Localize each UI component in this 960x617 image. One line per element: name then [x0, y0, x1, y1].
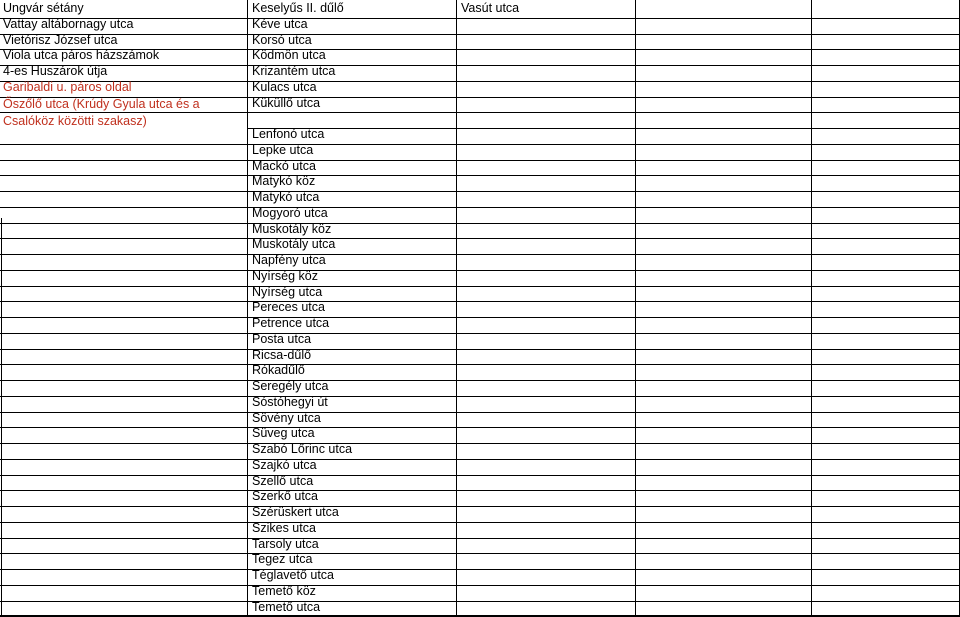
cell-b-18[interactable]: Nyírség köz: [252, 268, 318, 283]
cell-b-7[interactable]: Küküllő utca: [252, 95, 321, 110]
grid-row-line: [0, 601, 960, 602]
cell-b-5[interactable]: Krizantém utca: [252, 64, 336, 78]
cell-b-21[interactable]: Petrence utca: [252, 316, 330, 330]
cell-b-37[interactable]: Téglavető utca: [252, 568, 334, 582]
cell-b-15[interactable]: Muskotály köz: [252, 221, 332, 236]
grid-row-line: [0, 380, 960, 381]
grid-row-line: [0, 615, 960, 616]
cell-b-23[interactable]: Ricsa-dűlő: [252, 347, 312, 362]
cell-a-7[interactable]: Őszőlő utca (Krúdy Gyula utca és a Csalóköz közötti szakasz): [3, 96, 200, 128]
grid-row-line: [0, 569, 960, 570]
grid-row-line: [0, 160, 960, 161]
grid-row-line: [0, 238, 960, 239]
grid-row-line: [0, 301, 960, 302]
cell-b-26[interactable]: Sóstóhegyi út: [252, 394, 328, 409]
grid-row-line: [0, 175, 960, 176]
grid-row-line: [0, 459, 960, 460]
cell-b-14[interactable]: Mogyoró utca: [252, 205, 328, 220]
grid-row-line: [0, 427, 960, 428]
grid-row-line: [0, 506, 960, 507]
cell-b-4[interactable]: Ködmön utca: [252, 48, 326, 63]
cell-b-16[interactable]: Muskotály utca: [252, 237, 336, 252]
cell-c-1[interactable]: Vasút utca: [461, 1, 520, 15]
cell-b-12[interactable]: Matykó köz: [252, 174, 316, 189]
cell-b-2[interactable]: Kéve utca: [252, 16, 308, 31]
cell-b-20[interactable]: Pereces utca: [252, 300, 325, 315]
grid-row-line: [0, 364, 960, 365]
cell-b-33[interactable]: Szérüskert utca: [252, 505, 339, 519]
cell-b-25[interactable]: Seregély utca: [252, 379, 329, 393]
cell-b-30[interactable]: Szajkó utca: [252, 457, 317, 472]
cell-b-24[interactable]: Rókadűlő: [252, 363, 305, 378]
cell-b-6[interactable]: Kulacs utca: [252, 79, 317, 94]
grid-row-line: [0, 223, 960, 224]
cell-b-38[interactable]: Temető köz: [252, 583, 316, 598]
cell-a-2[interactable]: Vattay altábornagy utca: [3, 16, 134, 31]
grid-row-line: [0, 396, 960, 397]
grid-row-line: [0, 475, 960, 476]
grid-row-line: [0, 191, 960, 192]
grid-row-line: [0, 522, 960, 523]
cell-b-29[interactable]: Szabó Lőrinc utca: [252, 442, 353, 456]
grid-row-line: [0, 144, 960, 145]
cell-b-28[interactable]: Süveg utca: [252, 426, 315, 441]
grid-row-line: [0, 333, 960, 334]
grid-col-line: [635, 0, 636, 617]
grid-row-line: [0, 538, 960, 539]
grid-row-line: [0, 553, 960, 554]
cell-b-36[interactable]: Tegez utca: [252, 552, 313, 567]
cell-b-3[interactable]: Korsó utca: [252, 32, 312, 47]
cell-b-22[interactable]: Posta utca: [252, 331, 312, 346]
grid-row-line: [0, 254, 960, 255]
cell-b-39[interactable]: Temető utca: [252, 599, 321, 614]
grid-row-line: [0, 412, 960, 413]
cell-b-35[interactable]: Tarsoly utca: [252, 536, 319, 551]
cell-a-4[interactable]: Viola utca páros házszámok: [3, 48, 160, 63]
grid-row-line: [0, 317, 960, 318]
grid-row-line: [0, 286, 960, 287]
cell-b-13[interactable]: Matykó utca: [252, 190, 320, 204]
grid-col-line: [1, 218, 2, 617]
cell-a-5[interactable]: 4-es Huszárok útja: [3, 64, 108, 78]
cell-a-3[interactable]: Vietórisz József utca: [3, 32, 118, 47]
grid-col-line: [811, 0, 812, 617]
cell-b-27[interactable]: Sövény utca: [252, 410, 321, 425]
grid-row-line: [0, 207, 960, 208]
cell-b-34[interactable]: Szikes utca: [252, 520, 316, 535]
cell-b-1[interactable]: Keselyűs II. dűlő: [252, 1, 344, 15]
cell-b-19[interactable]: Nyírség utca: [252, 284, 323, 299]
cell-a-1[interactable]: Ungvár sétány: [3, 1, 84, 15]
grid-row-line: [0, 443, 960, 444]
cell-b-31[interactable]: Szellő utca: [252, 473, 314, 488]
cell-b-9[interactable]: Lenfonó utca: [252, 127, 325, 141]
grid-row-line: [0, 349, 960, 350]
cell-b-11[interactable]: Mackó utca: [252, 158, 316, 173]
cell-b-17[interactable]: Napfény utca: [252, 253, 326, 267]
cell-a-6[interactable]: Garibaldi u. páros oldal: [3, 79, 132, 94]
grid-row-line: [0, 490, 960, 491]
cell-b-32[interactable]: Szerkő utca: [252, 489, 319, 504]
grid-row-line: [0, 270, 960, 271]
grid-row-line: [0, 585, 960, 586]
cell-b-10[interactable]: Lepke utca: [252, 142, 314, 157]
